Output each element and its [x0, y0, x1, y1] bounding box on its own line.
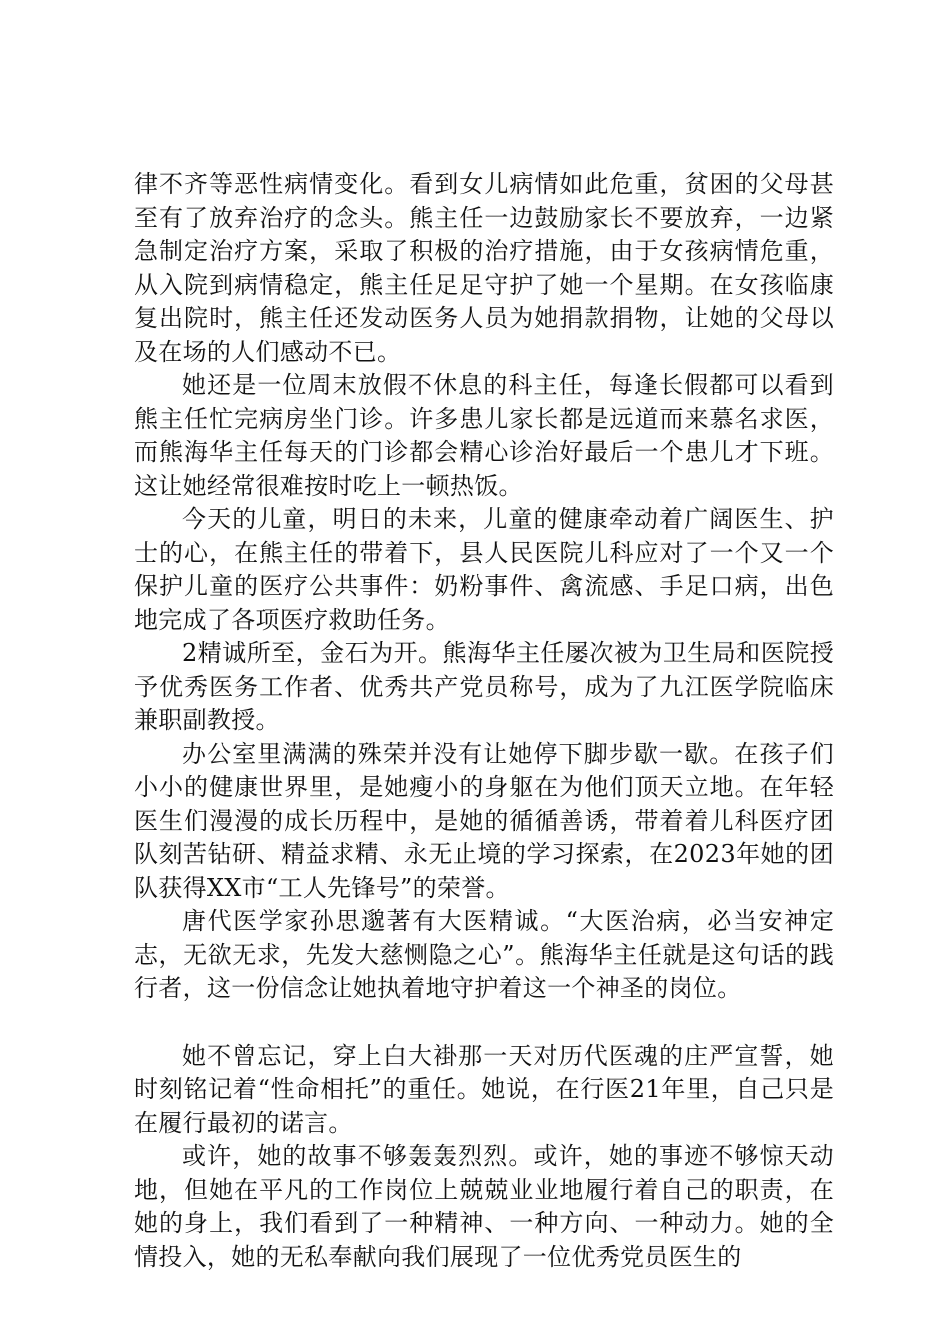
paragraph-1: 律不齐等恶性病情变化。看到女儿病情如此危重，贫困的父母甚至有了放弃治疗的念头。熊主任一边鼓励家长不要放弃，一边紧急制定治疗方案，采取了积极的治疗措施，由于女孩病情危重，从入院到病情稳定，熊主任足足守护了她一个星期。在女孩临康复出院时，熊主任还发动医务人员为她捐款捐物，让她的父母以及在场的人们感动不已。 [134, 170, 834, 366]
paragraph-2: 她还是一位周末放假不休息的科主任，每逢长假都可以看到熊主任忙完病房坐门诊。许多患儿家长都是远道而来慕名求医，而熊海华主任每天的门诊都会精心诊治好最后一个患儿才下班。这让她经常很难按时吃上一顿热饭。 [134, 371, 834, 500]
document-body [134, 168, 834, 1274]
paragraph-3: 今天的儿童，明日的未来，儿童的健康牵动着广阔医生、护士的心，在熊主任的带着下，县人民医院儿科应对了一个又一个保护儿童的医疗公共事件：奶粉事件、禽流感、手足口病，出色地完成了各项医疗救助任务。 [134, 505, 834, 634]
paragraph-6: 唐代医学家孙思邈著有大医精诚。“大医治病，必当安神定志，无欲无求，先发大慈恻隐之心”。熊海华主任就是这句话的践行者，这一份信念让她执着地守护着这一个神圣的岗位。 [134, 907, 834, 1002]
paragraph-7: 她不曾忘记，穿上白大褂那一天对历代医魂的庄严宣誓，她时刻铭记着“性命相托”的重任。她说，在行医21年里，自己只是在履行最初的诺言。 [134, 1041, 834, 1137]
paragraph-4: 2精诚所至，金石为开。熊海华主任屡次被为卫生局和医院授予优秀医务工作者、优秀共产党员称号，成为了九江医学院临床兼职副教授。 [134, 639, 834, 734]
paragraph-5: 办公室里满满的殊荣并没有让她停下脚步歇一歇。在孩子们小小的健康世界里，是她瘦小的身躯在为他们顶天立地。在年轻医生们漫漫的成长历程中，是她的循循善诱，带着着儿科医疗团队刻苦钻研、精益求精、永无止境的学习探索，在2023年她的团队获得XX市“工人先锋号”的荣誉。 [134, 739, 834, 902]
paragraph-8: 或许，她的故事不够轰轰烈烈。或许，她的事迹不够惊天动地，但她在平凡的工作岗位上兢兢业业地履行着自己的职责，在她的身上，我们看到了一种精神、一种方向、一种动力。她的全情投入，她的无私奉献向我们展现了一位优秀党员医生的 [134, 1142, 834, 1271]
